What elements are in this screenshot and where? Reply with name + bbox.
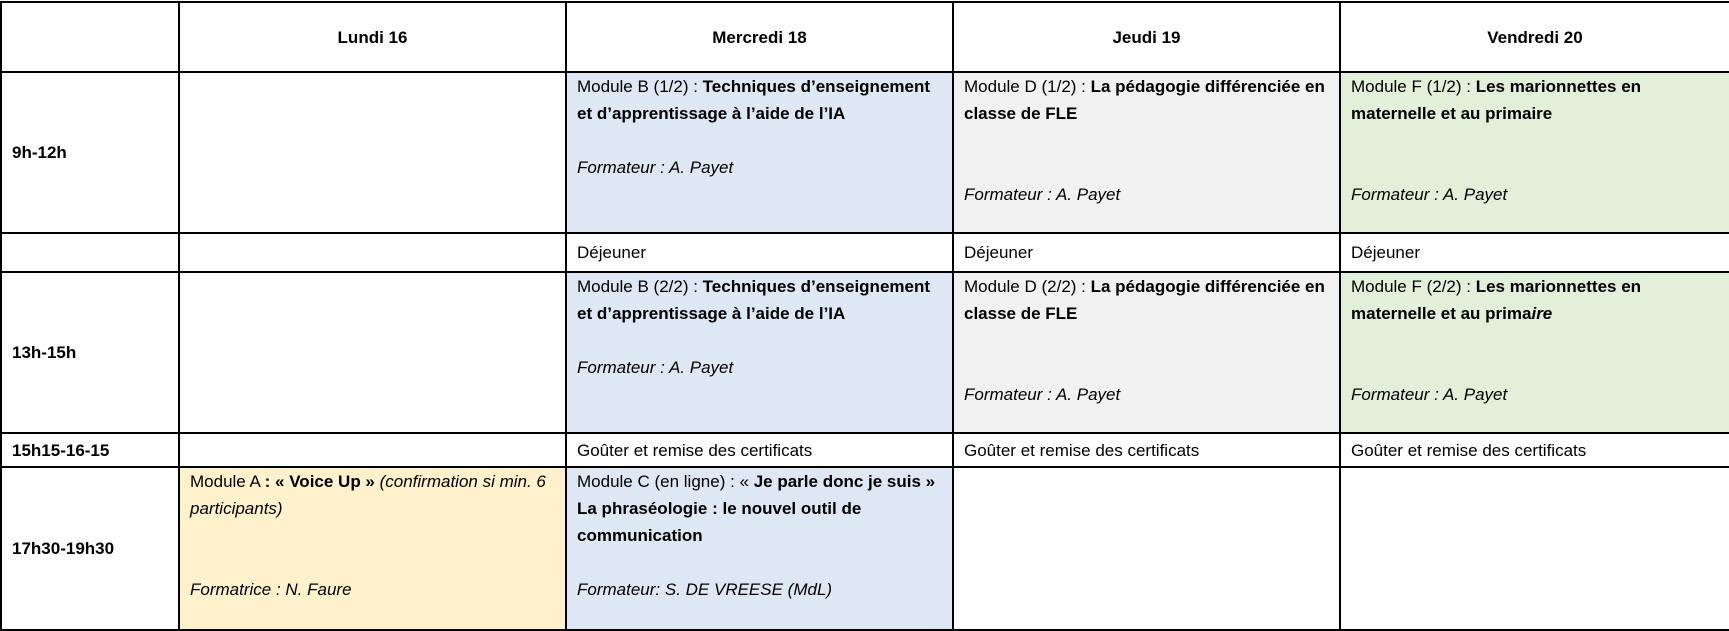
cell-monday-morning bbox=[179, 72, 566, 233]
cell-thursday-lunch: Déjeuner bbox=[953, 233, 1340, 272]
cell-wednesday-evening bbox=[566, 467, 953, 630]
module-trainer: Formateur: S. DE VREESE (MdL) bbox=[577, 580, 833, 599]
module-title: Les marionnettes en maternelle et au prima bbox=[1351, 277, 1642, 323]
module-heading bbox=[577, 273, 942, 327]
cell-thursday-snack: Goûter et remise des certificats bbox=[953, 433, 1340, 467]
module-trainer: Formateur : A. Payet bbox=[964, 185, 1121, 204]
module-prefix: Module B (2/2) : bbox=[577, 277, 703, 296]
cell-wednesday-afternoon bbox=[566, 272, 953, 433]
module-trainer: Formateur : A. Payet bbox=[964, 385, 1121, 404]
cell-monday-snack bbox=[179, 433, 566, 467]
module-title: Les marionnettes en maternelle et au primaire bbox=[1351, 77, 1642, 123]
module-title: La pédagogie différenciée en classe de FLE bbox=[964, 277, 1325, 323]
module-heading bbox=[964, 273, 1329, 327]
cell-wednesday-snack: Goûter et remise des certificats bbox=[566, 433, 953, 467]
module-title: La pédagogie différenciée en classe de FLE bbox=[964, 77, 1325, 123]
row-morning bbox=[1, 72, 1729, 233]
row-evening bbox=[1, 467, 1729, 630]
cell-monday-afternoon bbox=[179, 272, 566, 433]
module-heading bbox=[1351, 273, 1719, 327]
module-prefix: Module F (2/2) : bbox=[1351, 277, 1476, 296]
module-prefix: Module D (2/2) : bbox=[964, 277, 1091, 296]
time-slot-afternoon: 13h-15h bbox=[1, 272, 179, 433]
module-prefix: Module C (en ligne) : « bbox=[577, 472, 754, 491]
module-heading bbox=[190, 468, 555, 522]
time-slot-morning: 9h-12h bbox=[1, 72, 179, 233]
module-prefix: Module F (1/2) : bbox=[1351, 77, 1476, 96]
module-prefix: Module A bbox=[190, 472, 265, 491]
module-trainer: Formateur : A. Payet bbox=[1351, 185, 1508, 204]
time-slot-lunch bbox=[1, 233, 179, 272]
time-slot-evening: 17h30-19h30 bbox=[1, 467, 179, 630]
cell-friday-morning bbox=[1340, 72, 1729, 233]
row-afternoon bbox=[1, 272, 1729, 433]
module-prefix: Module D (1/2) : bbox=[964, 77, 1091, 96]
row-snack bbox=[1, 433, 1729, 467]
module-heading bbox=[964, 73, 1329, 127]
module-heading bbox=[577, 468, 942, 549]
module-trainer: Formateur : A. Payet bbox=[577, 358, 734, 377]
time-slot-snack: 15h15-16-15 bbox=[1, 433, 179, 467]
cell-thursday-morning bbox=[953, 72, 1340, 233]
module-prefix: Module B (1/2) : bbox=[577, 77, 703, 96]
cell-monday-evening bbox=[179, 467, 566, 630]
header-row bbox=[1, 2, 1729, 72]
cell-thursday-afternoon bbox=[953, 272, 1340, 433]
corner-cell bbox=[1, 2, 179, 72]
cell-thursday-evening bbox=[953, 467, 1340, 630]
cell-friday-evening bbox=[1340, 467, 1729, 630]
cell-monday-lunch bbox=[179, 233, 566, 272]
module-title-italic: ire bbox=[1531, 304, 1553, 323]
module-title: Techniques d’enseignement et d’apprentissage à l’aide de l’IA bbox=[577, 77, 931, 123]
cell-friday-afternoon bbox=[1340, 272, 1729, 433]
day-header-friday: Vendredi 20 bbox=[1340, 2, 1729, 72]
row-lunch bbox=[1, 233, 1729, 272]
module-heading bbox=[577, 73, 942, 127]
module-title: Je parle donc je suis » La phraséologie : le nouvel outil de communication bbox=[577, 472, 936, 545]
module-trainer: Formateur : A. Payet bbox=[1351, 385, 1508, 404]
day-header-thursday: Jeudi 19 bbox=[953, 2, 1340, 72]
module-trainer: Formatrice : N. Faure bbox=[190, 580, 352, 599]
schedule-table bbox=[0, 1, 1729, 631]
module-note: (confirmation si min. 6 participants) bbox=[190, 472, 546, 518]
cell-wednesday-lunch: Déjeuner bbox=[566, 233, 953, 272]
cell-friday-lunch: Déjeuner bbox=[1340, 233, 1729, 272]
module-title: : « Voice Up » bbox=[264, 472, 375, 491]
cell-friday-snack: Goûter et remise des certificats bbox=[1340, 433, 1729, 467]
module-heading bbox=[1351, 73, 1719, 127]
day-header-wednesday: Mercredi 18 bbox=[566, 2, 953, 72]
day-header-monday: Lundi 16 bbox=[179, 2, 566, 72]
module-trainer: Formateur : A. Payet bbox=[577, 158, 734, 177]
module-title: Techniques d’enseignement et d’apprentissage à l’aide de l’IA bbox=[577, 277, 931, 323]
cell-wednesday-morning bbox=[566, 72, 953, 233]
